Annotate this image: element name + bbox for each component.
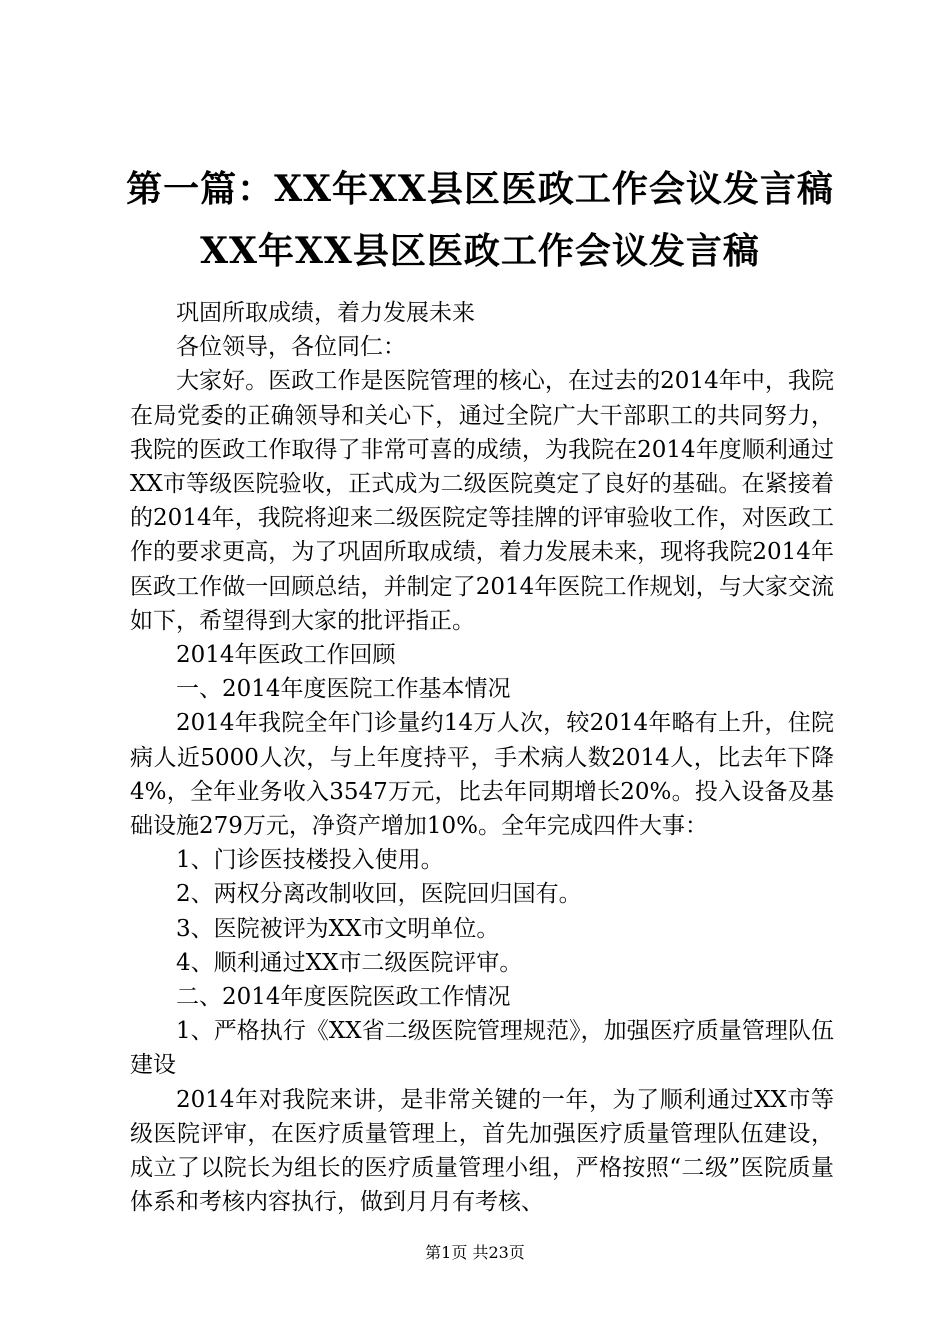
subsection-heading: 1、严格执行《XX省二级医院管理规范》，加强医疗质量管理队伍建设 xyxy=(130,1018,834,1079)
list-item: 2、两权分离改制收回，医院回归国有。 xyxy=(176,881,582,908)
list-item: 4、顺利通过XX市二级医院评审。 xyxy=(176,949,523,976)
section-heading-medical-administration: 二、2014年度医院医政工作情况 xyxy=(176,984,511,1011)
list-item: 1、门诊医技楼投入使用。 xyxy=(176,847,444,874)
document-body xyxy=(130,296,834,1219)
paragraph-salutation: 各位领导，各位同仁： xyxy=(176,334,406,361)
paragraph-intro: 大家好。医政工作是医院管理的核心，在过去的2014年中，我院在局党委的正确领导和关心下，通过全院广大干部职工的共同努力，我院的医政工作取得了非常可喜的成绩，为我院在2014年度顺利通过XX市等级医院验收，正式成为二级医院奠定了良好的基础。在紧接着的2014年，我院将迎来二级医院定等挂牌的评审验收工作，对医政工作的要求更高，为了巩固所取成绩，着力发展未来，现将我院2014年医政工作做一回顾总结，并制定了2014年医院工作规划，与大家交流如下，希望得到大家的批评指正。 xyxy=(130,368,834,634)
page-footer: 第1页 共23页 xyxy=(425,1243,525,1262)
paragraph-quality-management: 2014年对我院来讲，是非常关键的一年，为了顺利通过XX市等级医院评审，在医疗质量管理上，首先加强医疗质量管理队伍建设，成立了以院长为组长的医疗质量管理小组，严格按照“二级”医院质量体系和考核内容执行，做到月月有考核、 xyxy=(130,1086,834,1216)
document-title: 第一篇：XX年XX县区医政工作会议发言稿XX年XX县区医政工作会议发言稿 xyxy=(126,168,834,272)
paragraph-statistics: 2014年我院全年门诊量约14万人次，较2014年略有上升，住院病人近5000人次，与上年度持平，手术病人数2014人，比去年下降4%，全年业务收入3547万元，比去年同期增长20%。投入设备及基础设施279万元，净资产增加10%。全年完成四件大事： xyxy=(130,710,834,840)
list-item: 3、医院被评为XX市文明单位。 xyxy=(176,915,500,942)
section-heading-basic-situation: 一、2014年度医院工作基本情况 xyxy=(176,676,511,703)
section-heading-review: 2014年医政工作回顾 xyxy=(176,642,396,669)
paragraph-subtitle: 巩固所取成绩，着力发展未来 xyxy=(176,300,475,326)
